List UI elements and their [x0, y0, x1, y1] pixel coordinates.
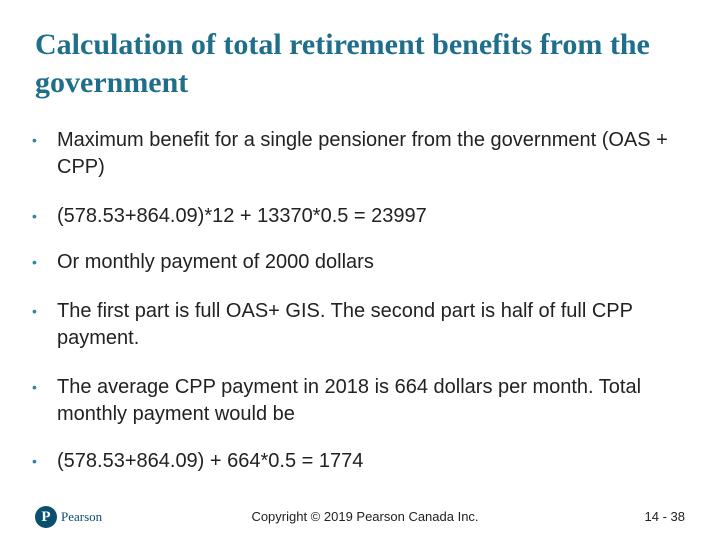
bullet-marker: • [32, 254, 37, 270]
bullet-marker: • [32, 379, 37, 395]
bullet-marker: • [32, 303, 37, 319]
bullet-item [32, 298, 682, 352]
bullet-item [32, 249, 682, 276]
pearson-logo-icon: P [35, 506, 57, 528]
bullet-text: Or monthly payment of 2000 dollars [57, 251, 374, 273]
bullet-item [32, 448, 682, 475]
bullet-marker: • [32, 453, 37, 469]
pearson-logo [35, 506, 102, 528]
bullet-marker: • [32, 132, 37, 148]
bullet-text: Maximum benefit for a single pensioner from the government (OAS + CPP) [57, 129, 668, 178]
slide-title: Calculation of total retirement benefits from the government [35, 28, 650, 99]
bullet-text: (578.53+864.09)*12 + 13370*0.5 = 23997 [57, 205, 427, 227]
bullet-text: (578.53+864.09) + 664*0.5 = 1774 [57, 450, 364, 472]
page-number: 14 - 38 [644, 509, 685, 524]
bullet-text: The average CPP payment in 2018 is 664 dollars per month. Total monthly payment would be [57, 376, 642, 425]
bullet-item [32, 127, 682, 181]
bullet-marker: • [32, 208, 37, 224]
bullet-list [32, 127, 682, 475]
bullet-text: The first part is full OAS+ GIS. The second part is half of full CPP payment. [57, 300, 633, 349]
bullet-item [32, 374, 682, 428]
pearson-logo-text: Pearson [61, 509, 103, 524]
bullet-item [32, 203, 682, 230]
copyright-text: Copyright © 2019 Pearson Canada Inc. [251, 509, 479, 524]
